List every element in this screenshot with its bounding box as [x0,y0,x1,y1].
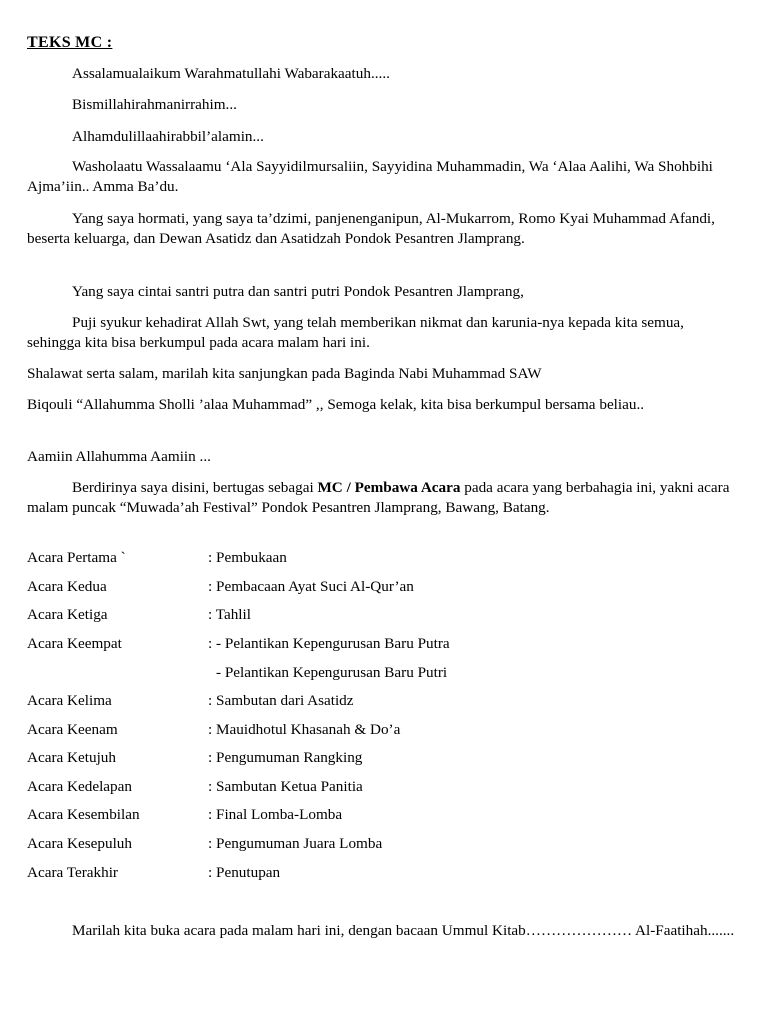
agenda-label: Acara Ketiga [27,606,108,623]
agenda-value: : Pembukaan [208,549,287,566]
agenda-value: : Pengumuman Juara Lomba [208,835,383,852]
agenda-label: Acara Pertama ` [27,549,126,566]
aamiin-paragraph: Aamiin Allahumma Aamiin ... [27,448,211,465]
intro-text-end: pada acara yang berbahagia ini, yakni acara malam puncak “Muwada’ah Festival” Pondok Pesantren Jlamprang, Bawang, Batang. [27,479,730,516]
gratitude-paragraph: Puji syukur kehadirat Allah Swt, yang telah memberikan nikmat dan karunia-nya kepada kita semua, sehingga kita bisa berkumpul pada acara malam hari ini. [27,314,684,351]
intro-text-start: Berdirinya saya disini, bertugas sebagai [72,479,318,496]
agenda-value: : Sambutan Ketua Panitia [208,778,363,795]
agenda-label: Acara Keempat [27,635,122,652]
agenda-row [27,548,737,568]
agenda-value: : Penutupan [208,864,281,881]
agenda-label: Acara Kesepuluh [27,835,132,852]
agenda-label: Acara Kedelapan [27,778,132,795]
agenda-value: : Sambutan dari Asatidz [208,692,354,709]
agenda-row [27,834,737,854]
agenda-row [27,777,737,797]
agenda-label: Acara Ketujuh [27,749,116,766]
agenda-label: Acara Kedua [27,578,107,595]
agenda-row [27,863,737,883]
agenda-row [27,720,737,740]
agenda-row [27,634,737,654]
intro-paragraph [27,478,735,518]
hamdalah-paragraph: Alhamdulillaahirabbil’alamin... [72,128,264,145]
agenda-value: : Final Lomba-Lomba [208,806,343,823]
basmalah-paragraph: Bismillahirahmanirrahim... [72,96,237,113]
agenda-label: Acara Kelima [27,692,112,709]
agenda-row [27,577,737,597]
agenda-value-continuation: - Pelantikan Kepengurusan Baru Putri [216,664,448,681]
agenda-row [27,605,737,625]
honored-guests-paragraph: Yang saya hormati, yang saya ta’dzimi, panjenenganipun, Al-Mukarrom, Romo Kyai Muhammad Afandi, beserta keluarga, dan Dewan Asatidz dan Asatidzah Pondok Pesantren Jlamprang. [27,210,715,247]
intro-role: MC / Pembawa Acara [317,479,461,496]
agenda-label: Acara Kesembilan [27,806,140,823]
agenda-value: : Pengumuman Rangking [208,749,363,766]
salam-paragraph: Assalamualaikum Warahmatullahi Wabarakaatuh..... [72,65,390,82]
agenda-label: Acara Keenam [27,721,118,738]
agenda-value: : - Pelantikan Kepengurusan Baru Putra [208,635,450,652]
agenda-row [27,805,737,825]
agenda-label: Acara Terakhir [27,864,118,881]
agenda-row [27,691,737,711]
agenda-value: : Pembacaan Ayat Suci Al-Qur’an [208,578,414,595]
biqouli-paragraph: Biqouli “Allahumma Sholli ’alaa Muhammad” ,, Semoga kelak, kita bisa berkumpul bersama beliau.. [27,396,645,413]
agenda-row [27,748,737,768]
beloved-students-paragraph: Yang saya cintai santri putra dan santri putri Pondok Pesantren Jlamprang, [72,283,524,300]
agenda-value: : Tahlil [208,606,251,623]
document-title: TEKS MC : [27,34,113,51]
closing-paragraph: Marilah kita buka acara pada malam hari ini, dengan bacaan Ummul Kitab………………… Al-Faatihah....... [72,922,735,939]
shalawat-paragraph: Shalawat serta salam, marilah kita sanjungkan pada Baginda Nabi Muhammad SAW [27,365,542,382]
sholawat-arabic-paragraph: Washolaatu Wassalaamu ‘Ala Sayyidilmursaliin, Sayyidina Muhammadin, Wa ‘Alaa Aalihi, Wa Shohbihi Ajma’iin.. Amma Ba’du. [27,158,713,195]
agenda-value: : Mauidhotul Khasanah & Do’a [208,721,401,738]
agenda-row-continuation [27,663,737,683]
